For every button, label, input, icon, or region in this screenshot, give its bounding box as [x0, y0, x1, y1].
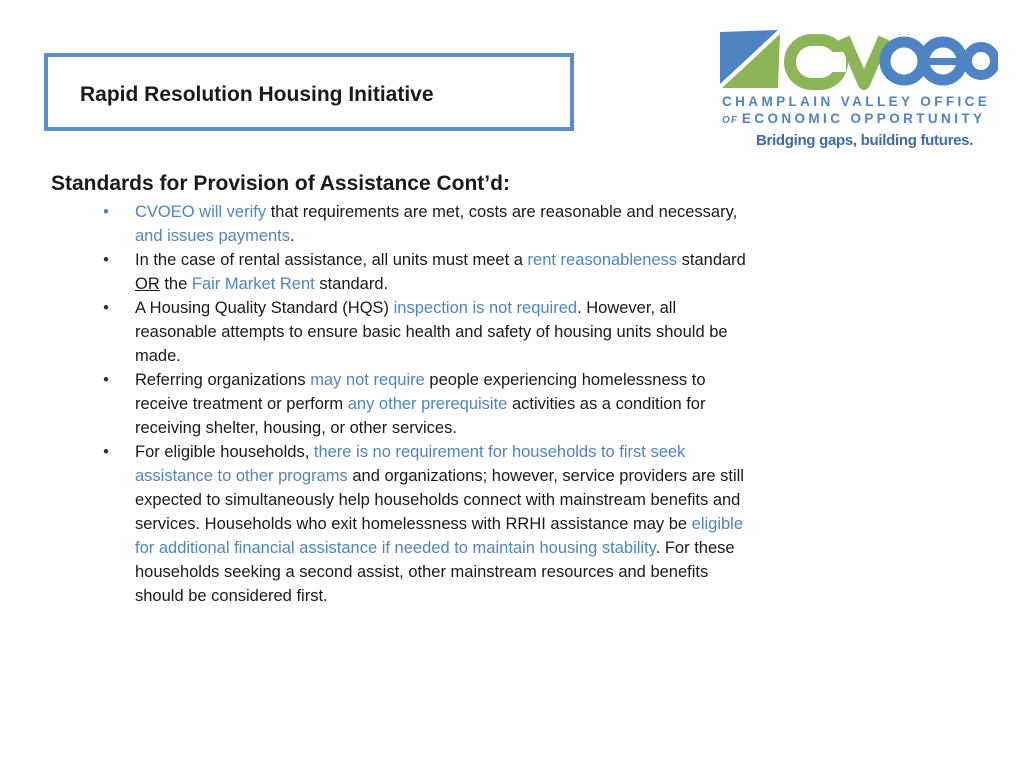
bullet-item	[100, 440, 760, 608]
highlighted-text: CVOEO will verify	[135, 203, 267, 221]
bullet-text: that requirements are met, costs are reasonable and necessary,	[266, 203, 738, 221]
bullet-list	[100, 200, 760, 608]
bullet-text: the	[159, 275, 192, 293]
bullet-item	[100, 248, 760, 296]
highlighted-text: inspection is not required	[393, 299, 578, 317]
logo-line1: CHAMPLAIN VALLEY OFFICE	[722, 94, 991, 109]
page-title: Rapid Resolution Housing Initiative	[80, 83, 434, 106]
bullet-dot-icon: •	[103, 371, 109, 389]
bullet-dot-icon: •	[103, 203, 109, 221]
bullet-item	[100, 200, 760, 248]
logo-letter-v	[844, 38, 884, 84]
underlined-text: OR	[135, 275, 160, 293]
bullet-dot-icon: •	[103, 299, 109, 317]
bullet-item	[100, 368, 760, 440]
bullet-text: A Housing Quality Standard (HQS)	[135, 299, 394, 317]
bullet-text: . For these households seeking a second assist, other mainstream resources and benefits should be considered first.	[135, 539, 735, 605]
logo-line2-text: ECONOMIC OPPORTUNITY	[741, 111, 986, 126]
highlighted-text: eligible for additional financial assistance if needed to maintain housing stability	[135, 515, 744, 557]
highlighted-text: any other prerequisite	[347, 395, 508, 413]
highlighted-text: may not require	[310, 371, 425, 389]
bullet-text: .	[290, 227, 295, 245]
section-heading: Standards for Provision of Assistance Cont’d:	[51, 172, 510, 195]
bullet-text: standard.	[314, 275, 389, 293]
highlighted-text: rent reasonableness	[527, 251, 678, 269]
bullet-text: In the case of rental assistance, all units must meet a	[135, 251, 528, 269]
logo-letter-o1	[885, 42, 923, 80]
highlighted-text: and issues payments	[135, 227, 291, 245]
bullet-text: and organizations; however, service providers are still expected to simultaneously help households connect with mainstream benefits and services. Households who exit homelessness with RRHI assistance may be	[135, 467, 744, 533]
bullet-text: Referring organizations	[135, 371, 311, 389]
logo-of: OF	[722, 115, 738, 126]
cvoeo-logo	[718, 28, 998, 156]
logo-letter-o2	[967, 47, 995, 75]
bullet-text: people experiencing homelessness to receive treatment or perform	[135, 371, 706, 413]
bullet-item	[100, 296, 760, 368]
bullet-text: For eligible households,	[135, 443, 314, 461]
bullet-text: standard	[677, 251, 746, 269]
bullet-text: . However, all reasonable attempts to ensure basic health and safety of housing units should be made.	[135, 299, 728, 365]
bullet-dot-icon: •	[103, 443, 109, 461]
logo-tagline: Bridging gaps, building futures.	[756, 132, 974, 149]
title-box	[44, 53, 574, 131]
bullet-text: activities as a condition for receiving shelter, housing, or other services.	[135, 395, 706, 437]
highlighted-text: Fair Market Rent	[191, 275, 315, 293]
cvoeo-logo-mark	[718, 28, 998, 92]
logo-line2	[722, 111, 994, 126]
highlighted-text: there is no requirement for households to first seek assistance to other programs	[135, 443, 686, 485]
bullet-dot-icon: •	[103, 251, 109, 269]
